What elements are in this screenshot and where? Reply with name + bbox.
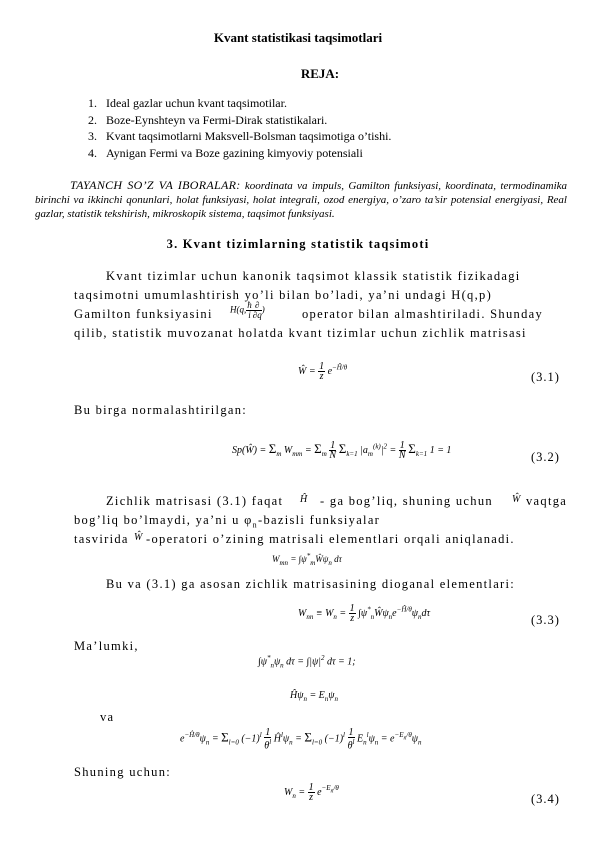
equation-number: (3.3): [531, 613, 560, 627]
paragraph-line: Ma’lumki,: [74, 639, 139, 653]
paragraph-line: Bu birga normalashtirilgan:: [74, 403, 248, 417]
paragraph-line: qilib, statistik muvozanat holatda kvant tizimlar uchun zichlik matrisasi: [74, 326, 527, 340]
paragraph-line: -operatori o’zining matrisali elementlari orqali aniqlanadi.: [146, 532, 515, 546]
equation-3-1: Ŵ = $\frac{1}{z}$ $e^{-Ĥ/\theta}$: [298, 361, 348, 382]
plan-item: 3. Kvant taqsimotlarni Maksvell-Bolsman taqsimotiga o’tishi.: [88, 129, 392, 143]
paragraph-line: tasvirida: [74, 532, 129, 546]
hamilton-operator-formula: H(q, $\frac{ħ}{i}$ $\frac{\partial}{\partial q}$ ): [230, 300, 265, 320]
plan-item: 4. Aynigan Fermi va Boze gazining kimyoviy potensiali: [88, 145, 363, 160]
section-heading: 3. Kvant tizimlarning statistik taqsimoti: [166, 237, 430, 251]
paragraph-line: taqsimotni umumlashtirish yo’li bilan bo’ladi, ya’ni undagi H(q,p): [74, 288, 493, 302]
plan-item: 2. Boze-Eynshteyn va Fermi-Dirak statistikalari.: [88, 112, 328, 127]
schrodinger-formula: $Ĥ\psi_n = E_n\psi_n$: [290, 690, 339, 703]
equation-3-3: $W_{nn} \equiv W_n$ = $\frac{1}{z}$ $\int\psi^*_nŴ\psi_ne^{-Ĥ/\theta}\psi_nd\tau$: [298, 603, 431, 624]
plan-heading: REJA:: [300, 66, 340, 81]
density-operator-symbol: Ŵ: [512, 494, 521, 505]
paragraph-line: Gamilton funksiyasini: [74, 307, 213, 321]
paragraph-line: vaqtga: [526, 494, 568, 508]
equation-number: (3.1): [531, 370, 560, 384]
keywords-text: koordinata va impuls, Gamilton funksiyasi, koordinata, termodinamika birinchi va ikkinchi qonunlari, holat funksiyasi, holat integrali, ozod energiya, o’zaro ta’sir potensial energiyasi, Real gazlar, statistik tekshirish, mikroskopik sistema, taqsimot funksiyasi.: [35, 180, 568, 220]
paragraph-line: - ga bog’liq, shuning uchun: [320, 494, 493, 508]
paragraph-line: va: [100, 710, 115, 724]
paragraph-line: Kvant tizimlar uchun kanonik taqsimot klassik statistik fizikadagi: [106, 269, 521, 283]
keywords-title: TAYANCH SO’Z VA IBORALAR:: [70, 178, 241, 192]
exponent-expansion-formula: $e^{-Ĥ/\theta}\psi_n = \Sigma_{l=0}$ $(-1)^l$ $\frac{1}{\theta^l}$ $Ĥ^l\psi_n = \Sigma_{l=0}$ $(-1)^l$ $\frac{1}{\theta^l}$ $E_n^l\psi_n = e^{-E_n/\theta}\psi_n$: [180, 727, 422, 752]
normalization-formula: $\int\psi^*_n\psi_n$ $d\tau = \int|\psi|^2$ dτ = 1;: [258, 654, 356, 670]
equation-number: (3.4): [531, 792, 560, 806]
document-title: Kvant statistikasi taqsimotlari: [213, 30, 383, 45]
density-operator-symbol: Ŵ: [134, 532, 143, 543]
plan-list: [88, 95, 391, 161]
matrix-element-formula: $W_{mn}$ = $\int\psi^*_mŴ\psi_n$ dτ: [272, 552, 342, 567]
hamiltonian-symbol: Ĥ: [300, 494, 308, 505]
equation-3-2: Sp(Ŵ) = $\Sigma_m$ $W_{mm} = \Sigma_m$ $\frac{1}{N}$ $\Sigma_{k=1}$ $|a_m^{(k)}|^2$ = $\frac{1}{N}$ $\Sigma_{k=1}$ 1 = 1: [232, 440, 452, 462]
paragraph-line: Bu va (3.1) ga asosan zichlik matrisasining dioganal elementlari:: [106, 577, 516, 591]
keywords-paragraph: [35, 178, 567, 221]
paragraph-line: Zichlik matrisasi (3.1) faqat: [106, 494, 284, 508]
plan-item: 1. Ideal gazlar uchun kvant taqsimotilar.: [88, 96, 287, 110]
paragraph-line: bog’liq bo’lmaydi, ya’ni u $\varphi_n$-bazisli funksiyalar: [74, 513, 381, 530]
equation-3-4: $W_n$ = $\frac{1}{z}$ $e^{-E_n/\theta}$: [284, 782, 339, 803]
paragraph-line: operator bilan almashtiriladi. Shunday: [302, 307, 544, 321]
paragraph-line: Shuning uchun:: [74, 765, 172, 779]
equation-number: (3.2): [531, 450, 560, 464]
